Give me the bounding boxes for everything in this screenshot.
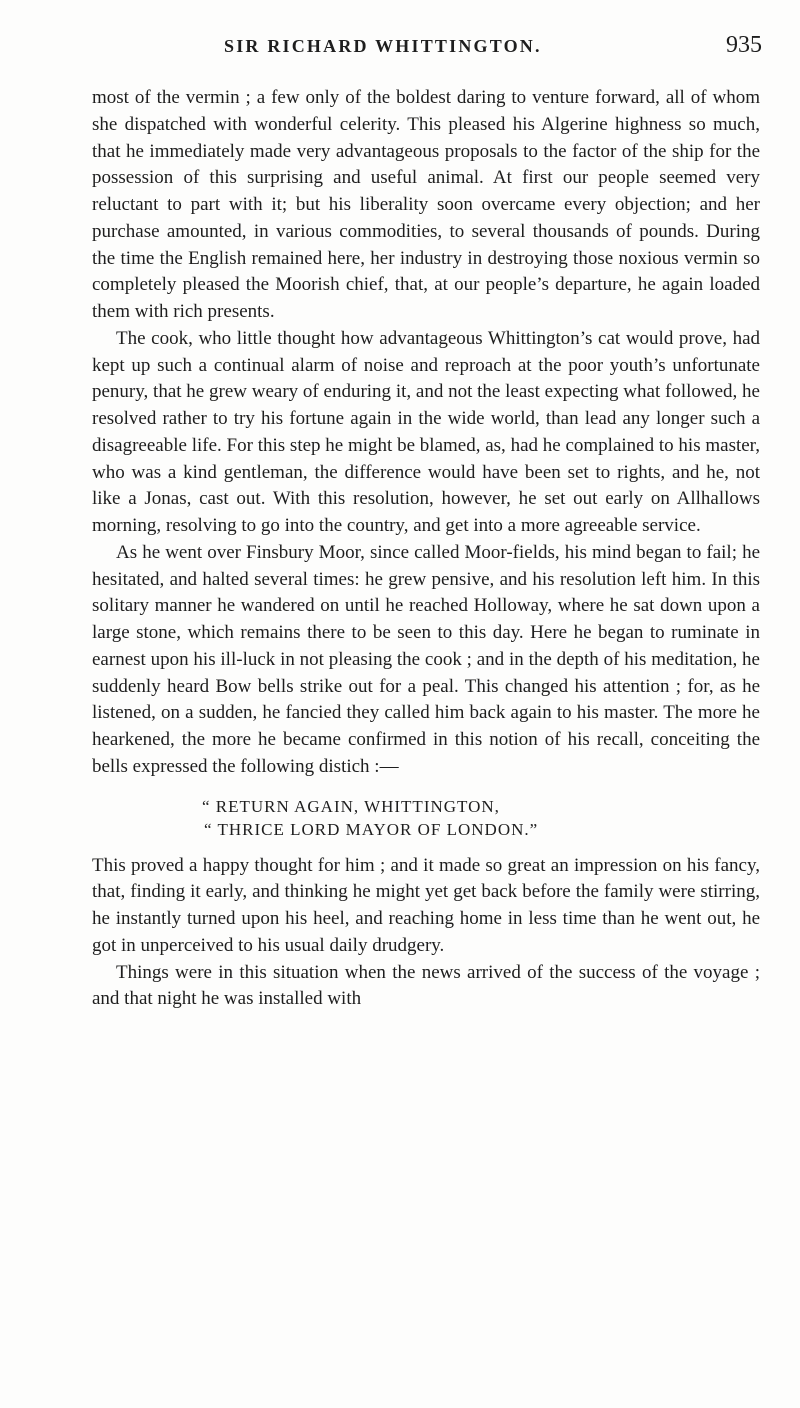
paragraph-2: The cook, who little thought how advantageous Whittington’s cat would prove, had kept up such a continual alarm of noise and reproach at the poor youth’s unfortunate penury, that he grew weary of enduring it, and not the least expecting what followed, he resolved rather to try his fortune again in the wide world, than lead any longer such a disagreeable life. For this step he might be blamed, as, had he complained to his master, who was a kind gentleman, the difference would have been set to rights, and he, not like a Jonas, cast out. With this resolution, however, he set out early on Allhallows morning, resolving to go into the country, and get into a more agreeable service. xyxy=(92,327,760,536)
paragraph-4: This proved a happy thought for him ; and it made so great an impression on his fancy, that, finding it early, and thinking he might yet get back before the family were stirring, he instantly turned upon his heel, and reaching home in less time than he went out, he got in unperceived to his usual daily drudgery. xyxy=(92,854,760,956)
distich-line-2: “ THRICE LORD MAYOR OF LONDON.” xyxy=(204,819,539,839)
distich-line-1: “ RETURN AGAIN, WHITTINGTON, xyxy=(202,796,500,816)
paragraph-5: Things were in this situation when the news arrived of the success of the voyage ; and that night he was installed with xyxy=(92,961,760,1010)
bell-distich xyxy=(92,795,760,841)
paragraph-1: most of the vermin ; a few only of the boldest daring to venture forward, all of whom she dispatched with wonderful celerity. This pleased his Algerine highness so much, that he immediately made very advantageous proposals to the factor of the ship for the possession of this surprising and useful animal. At first our people seemed very reluctant to part with it; but his liberality soon overcame every objection; and her purchase amounted, in various commodities, to several thousands of pounds. During the time the English remained here, her industry in destroying those noxious vermin so completely pleased the Moorish chief, that, at our people’s departure, he again loaded them with rich presents. xyxy=(92,87,760,322)
page-header xyxy=(94,32,762,68)
paragraph-3: As he went over Finsbury Moor, since called Moor-fields, his mind began to fail; he hesitated, and halted several times: he grew pensive, and his resolution left him. In this solitary manner he wandered on until he reached Holloway, where he sat down upon a large stone, which remains there to be seen to this day. Here he began to ruminate in earnest upon his ill-luck in not pleasing the cook ; and in the depth of his meditation, he suddenly heard Bow bells strike out for a peal. This changed his attention ; for, as he listened, on a sudden, he fancied they called him back again to his master. The more he hearkened, the more he became confirmed in this notion of his recall, conceiting the bells expressed the following distich :— xyxy=(92,541,760,777)
body-text xyxy=(92,85,760,1013)
page-number: 935 xyxy=(726,32,762,58)
running-title: SIR RICHARD WHITTINGTON. xyxy=(224,36,542,56)
